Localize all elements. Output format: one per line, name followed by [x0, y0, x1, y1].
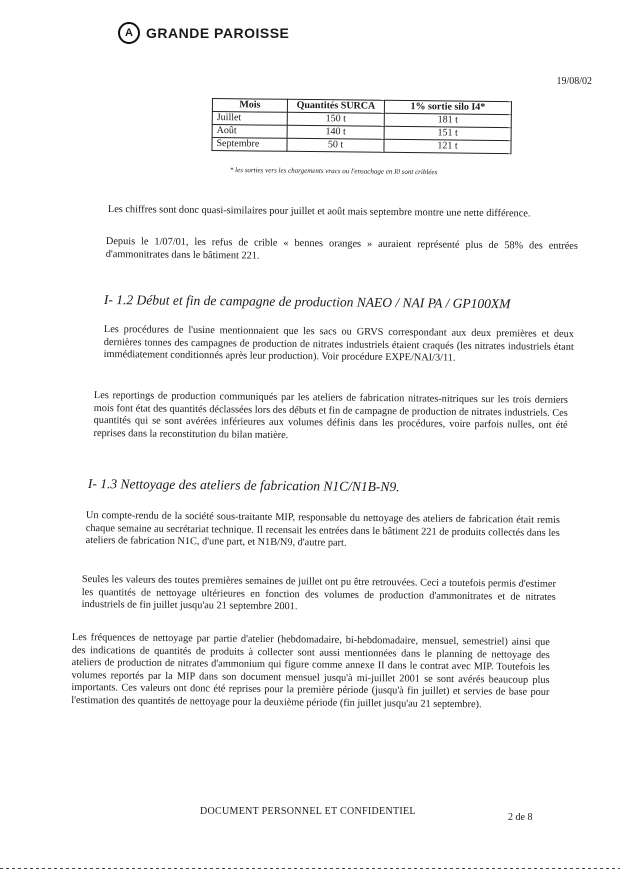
month-cell: Août [212, 125, 287, 139]
table-footnote: * les sorties vers les chargements vracs ou l'ensachage en I0 sont criblées [229, 166, 438, 177]
paragraph: Les fréquences de nettoyage par partie d'atelier (hebdomadaire, bi-hebdomadaire, mensuel, semestriel) ainsi que des indications de quantités de produits à collecter sont aussi mentionnées dans le planning de nettoyage des ateliers de production de nitrates d'ammonium qui figure comme annexe II dans le contrat avec MIP. Toutefois les volumes reportés par la MIP dans son document mensuel jusqu'à mi-juillet 2001 se sont avérés beaucoup plus importants. Ces valeurs ont donc été reprises pour la première période (jusqu'à fin juillet) et servies de base pour l'estimation des quantités de nettoyage pour la deuxième période (fin juillet jusqu'au 21 septembre). [71, 632, 550, 710]
column-header: Quantités SURCA [287, 99, 384, 113]
paragraph: Seules les valeurs des toutes premières semaines de juillet ont pu être retrouvées. Ceci a toutefois permis d'estimer les quantités de nettoyage ultérieures en fonction des volumes de production d'ammonitrates et de nitrates industriels de fin juillet jusqu'au 21 septembre 2001. [81, 574, 556, 613]
scan-artifact-line [0, 868, 620, 869]
company-name: GRANDE PAROISSE [146, 25, 290, 41]
paragraph: Les procédures de l'usine mentionnaient que les sacs ou GRVS correspondant aux deux premières et deux dernières tonnes des campagnes de production de nitrates industriels étaient craqués (les nitrates industriels étant immédiatement conditionnés après leur production). Voir procédure EXPE/NAI/3/11. [103, 324, 574, 364]
surca-cell: 50 t [287, 138, 384, 152]
surca-cell: 150 t [287, 112, 384, 126]
column-header: Mois [212, 99, 287, 113]
paragraph: Les reportings de production communiqués par les ateliers de fabrication nitrates-nitriques sur les trois derniers mois font état des quantités déclassées lors des débuts et fin de campagne de production de nitrates industriels. Ces quantités qui se sont avérées inférieures aux volumes définis dans les procédures, voire parfois nulles, ont été reprises dans la reconstitution du bilan matière. [93, 390, 568, 441]
month-cell: Septembre [212, 138, 287, 152]
company-logo-icon: A [118, 22, 140, 44]
column-header: 1% sortie silo I4* [384, 100, 511, 114]
month-cell: Juillet [212, 112, 287, 126]
document-date: 19/08/02 [556, 76, 592, 87]
paragraph: Un compte-rendu de la société sous-traitante MIP, responsable du nettoyage des ateliers de fabrication était remis chaque semaine au secrétariat technique. Il recensait les entrées dans le bâtiment 221 de produits collectés dans les ateliers de fabrication N1C, d'une part, et N1B/N9, d'autre part. [85, 510, 560, 549]
page-number: 2 de 8 [508, 812, 533, 823]
silo-cell: 151 t [384, 126, 511, 140]
paragraph: Depuis le 1/07/01, les refus de crible « bennes oranges » auraient représenté plus de 58% des entrées d'ammonitrates dans le bâtiment 221. [105, 236, 578, 262]
confidentiality-notice: DOCUMENT PERSONNEL ET CONFIDENTIEL [200, 806, 416, 817]
silo-cell: 181 t [384, 113, 511, 127]
surca-cell: 140 t [287, 125, 384, 139]
table-row [212, 138, 511, 154]
section-heading: I- 1.2 Début et fin de campagne de production NAEO / NAI PA / GP100XM [103, 292, 511, 312]
silo-cell: 121 t [384, 139, 511, 153]
section-heading: I- 1.3 Nettoyage des ateliers de fabrication N1C/N1B-N9. [87, 476, 400, 495]
paragraph: Les chiffres sont donc quasi-similaires pour juillet et août mais septembre montre une nette différence. [107, 204, 531, 220]
quantities-table [211, 98, 512, 154]
letterhead [118, 22, 289, 44]
